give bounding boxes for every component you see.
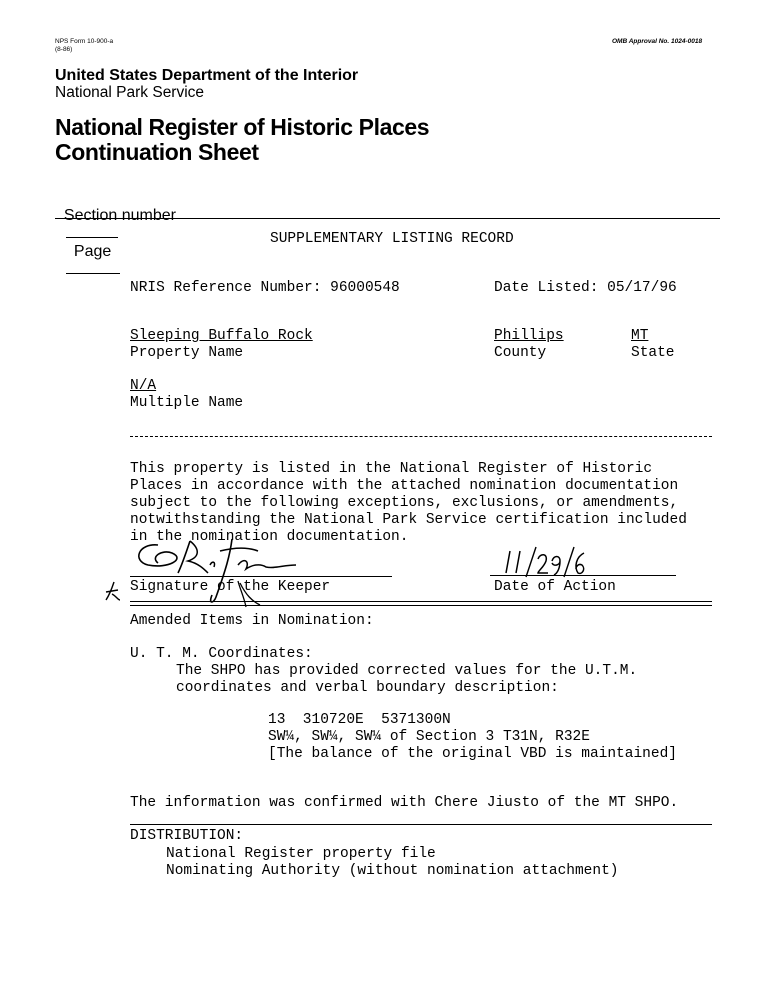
distribution-divider — [130, 824, 712, 825]
nris-label: NRIS Reference Number: — [130, 280, 322, 296]
property-name-value: Sleeping Buffalo Rock — [130, 328, 313, 344]
statement-line: in the nomination documentation. — [130, 529, 409, 545]
double-divider — [130, 601, 712, 606]
section-number-blank — [66, 237, 118, 238]
state-value: MT — [631, 328, 649, 344]
department-name: United States Department of the Interior — [55, 67, 359, 84]
county-value: Phillips — [494, 328, 564, 344]
form-number: NPS Form 10-900-a — [55, 38, 114, 45]
section-number-label: Section number — [63, 207, 176, 224]
utm-text-line: The SHPO has provided corrected values for the U.T.M. — [176, 663, 638, 679]
record-heading: SUPPLEMENTARY LISTING RECORD — [270, 231, 514, 247]
document-title: National Register of Historic Places — [55, 114, 430, 140]
distribution-item: National Register property file — [166, 846, 436, 862]
statement-line: This property is listed in the National Register of Historic — [130, 461, 653, 477]
confirmation-note: The information was confirmed with Chere Jiusto of the MT SHPO. — [130, 795, 679, 811]
state-label: State — [631, 345, 675, 361]
date-of-action-handwritten — [492, 545, 592, 579]
date-listed — [494, 280, 677, 297]
section-number-field — [55, 189, 176, 279]
statement-line: Places in accordance with the attached nomination documentation — [130, 478, 679, 494]
utm-heading: U. T. M. Coordinates: — [130, 646, 313, 662]
utm-values — [268, 712, 677, 763]
signature-initial-mark — [102, 580, 122, 602]
dashed-divider — [130, 436, 712, 437]
keeper-signature — [128, 535, 398, 607]
page-label: Page — [73, 243, 112, 260]
nris-reference — [130, 280, 400, 297]
utm-text-line: coordinates and verbal boundary description: — [176, 680, 559, 696]
distribution-list — [166, 846, 618, 880]
utm-text — [176, 663, 637, 697]
header-divider — [55, 218, 720, 219]
signature-label: Signature of the Keeper — [130, 579, 331, 595]
date-listed-label: Date Listed: — [494, 280, 599, 296]
statement-line: subject to the following exceptions, exclusions, or amendments, — [130, 495, 679, 511]
distribution-item: Nominating Authority (without nomination attachment) — [166, 863, 619, 879]
amended-heading: Amended Items in Nomination: — [130, 613, 374, 629]
multiple-name-label: Multiple Name — [130, 395, 244, 411]
service-name: National Park Service — [55, 84, 205, 101]
date-listed-value: 05/17/96 — [607, 280, 677, 296]
property-name-label: Property Name — [130, 345, 244, 361]
utm-section: SW¼, SW¼, SW¼ of Section 3 T31N, R32E — [268, 729, 590, 745]
utm-coordinates: 13 310720E 5371300N — [268, 712, 451, 728]
statement-line: notwithstanding the National Park Service certification included — [130, 512, 687, 528]
signature-line — [130, 576, 392, 577]
document-subtitle: Continuation Sheet — [55, 139, 259, 165]
distribution-heading: DISTRIBUTION: — [130, 828, 244, 844]
omb-approval: OMB Approval No. 1024-0018 — [612, 38, 703, 45]
nris-value: 96000548 — [330, 280, 400, 296]
county-label: County — [494, 345, 547, 361]
form-date: (8-86) — [55, 46, 73, 53]
date-of-action-line — [490, 575, 676, 576]
date-of-action-label: Date of Action — [494, 579, 616, 595]
multiple-name-value: N/A — [130, 378, 157, 394]
utm-note: [The balance of the original VBD is maintained] — [268, 746, 677, 762]
page-blank — [66, 273, 120, 274]
date-of-action-value — [490, 525, 495, 542]
